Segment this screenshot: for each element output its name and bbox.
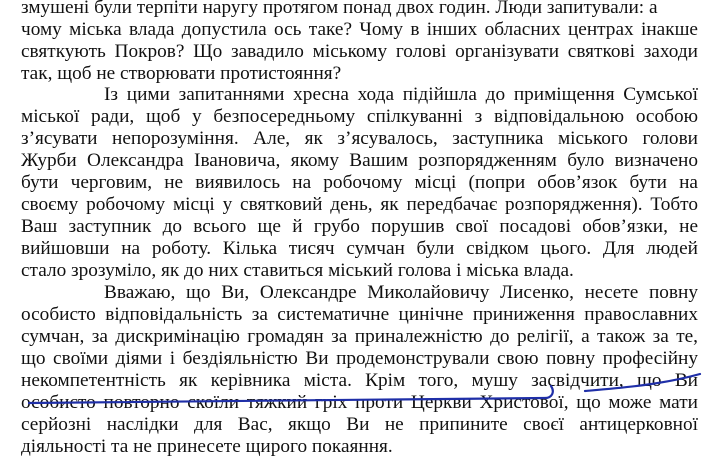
text-line-content: змушені були терпіти наругу протягом понад двох годин. Люди запитували: а [21, 0, 658, 18]
pen-underline-lower-stroke [29, 386, 553, 403]
text-line-content: серйозні наслідки для Вас, якщо Ви не припините своєї антицерковної [21, 414, 698, 435]
text-line-content: з’ясувати непорозуміння. Але, як з’ясувалось, заступника міського голови [21, 128, 698, 149]
text-line [0, 414, 720, 436]
text-line-content: некомпетентність як керівника міста. Крім того, мушу засвідчити, що Ви [21, 370, 698, 391]
text-line-content: чому міська влада допустила ось таке? Чому в інших обласних центрах інакше [21, 19, 698, 40]
text-line-content: особисто відповідальність за систематичне цинічне приниження православних [21, 304, 698, 325]
text-line-content: святкують Покров? Що завадило міському голові організувати святкові заходи [21, 41, 698, 62]
text-line-content: міської ради, щоб у безпосередньому спілкуванні з відповідальною особою [21, 106, 698, 127]
text-line-content: стало зрозуміло, як до них ставиться міський голова і міська влада. [21, 260, 574, 281]
text-line-content: Ваш заступник до всього ще й грубо порушив свої посадові обов’язки, не [21, 216, 698, 237]
text-line-content: Із цими запитаннями хресна хода підійшла до приміщення Сумської [104, 84, 698, 105]
pen-underline-upper-stroke [585, 374, 700, 391]
text-line [0, 436, 720, 458]
text-line-content: Журби Олександра Івановича, якому Вашим розпорядженням було визначено [21, 150, 698, 171]
text-line-content: вийшовши на роботу. Кілька тисяч сумчан були свідком цього. Для людей [21, 238, 698, 259]
text-line-content: що своїми діями і бездіяльністю Ви продемонстрували свою повну професійну [21, 348, 698, 369]
text-line-content: діяльності та не принесете щирого покаяння. [21, 436, 393, 457]
text-line-content: особисто повторно скоїли тяжкий гріх проти Церкви Христової, що може мати [21, 392, 698, 413]
text-line-content: так, щоб не створювати протистояння? [21, 63, 342, 84]
text-line-content: сумчан, за дискримінацію громадян за приналежністю до релігії, а також за те, [21, 326, 698, 347]
text-line-content: Вважаю, що Ви, Олександре Миколайовичу Лисенко, несете повну [104, 282, 698, 303]
text-line-content: своєму робочому місці у святковий день, як передбачає розпорядження). Тобто [21, 194, 698, 215]
text-line-content: бути черговим, не виявилось на робочому місці (попри обов’язок бути на [21, 172, 698, 193]
